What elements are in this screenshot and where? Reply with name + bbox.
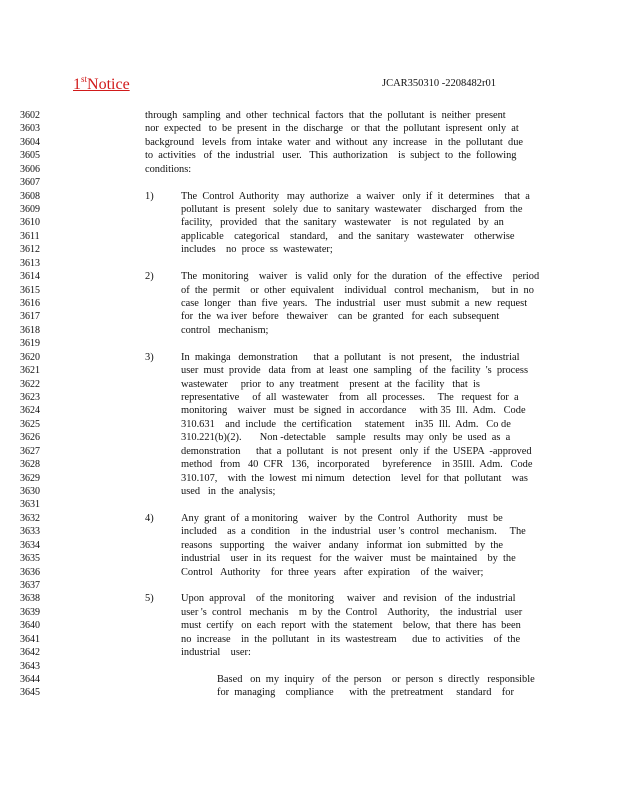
line-text: included as a condition in the industrial user 's control mechanism. The: [181, 526, 526, 538]
line-text: 310.107, with the lowest mi nimum detection level for that pollutant was: [181, 472, 528, 484]
document-line: [0, 191, 618, 203]
line-number: 3640: [20, 620, 40, 632]
line-number: 3609: [20, 204, 40, 215]
document-line: [0, 379, 618, 391]
document-line: [0, 432, 618, 444]
document-line: [0, 217, 618, 229]
document-line: [0, 164, 618, 176]
line-text: method from 40 CFR 136, incorporated byreference in 35Ill. Adm. Code: [181, 459, 533, 471]
line-number: 3637: [20, 580, 40, 592]
document-line: [0, 647, 618, 659]
line-number: 3620: [20, 351, 40, 363]
line-text: Any grant of a monitoring waiver by the Control Authority must be: [181, 512, 503, 524]
list-marker: 2): [145, 271, 154, 283]
notice-number: 1: [73, 76, 81, 93]
line-text: conditions:: [145, 163, 192, 175]
document-id: JCAR350310 -2208482r01: [382, 78, 497, 89]
line-number: 3621: [20, 365, 40, 377]
notice-word: Notice: [87, 76, 130, 93]
line-text: Upon approval of the monitoring waiver and revision of the industrial: [181, 593, 516, 605]
document-line: [0, 446, 618, 458]
line-number: 3636: [20, 566, 40, 578]
line-number: 3607: [20, 177, 40, 189]
line-text: nor expected to be present in the discharge or that the pollutant ispresent only at: [145, 123, 519, 135]
line-number: 3638: [20, 593, 40, 605]
document-line: [0, 473, 618, 485]
document-line: [0, 486, 618, 498]
line-number: 3605: [20, 150, 40, 162]
line-text: 310.221(b)(2). Non -detectable sample results may only be used as a: [181, 432, 511, 444]
line-number: 3622: [20, 378, 40, 390]
line-number: 3643: [20, 660, 40, 672]
notice-superscript: st: [81, 74, 88, 84]
document-line: [0, 311, 618, 323]
line-number: 3612: [20, 244, 40, 256]
line-number: 3631: [20, 499, 40, 511]
line-text: facility, provided that the sanitary wastewater is not regulated by an: [181, 217, 504, 229]
document-line: [0, 123, 618, 135]
document-line: [0, 526, 618, 538]
line-number: 3616: [20, 298, 40, 310]
line-text: monitoring waiver must be signed in accordance with 35 Ill. Adm. Code: [181, 405, 526, 417]
line-number: 3606: [20, 163, 40, 175]
line-number: 3625: [20, 418, 40, 430]
line-number: 3639: [20, 606, 40, 618]
document-line: [0, 405, 618, 417]
line-number: 3628: [20, 459, 40, 471]
document-line: [0, 540, 618, 552]
line-text: applicable categorical standard, and the sanitary wastewater otherwise: [181, 230, 515, 242]
line-text: to activities of the industrial user. This authorization is subject to the following: [145, 150, 517, 162]
line-number: 3641: [20, 633, 40, 645]
list-marker: 1): [145, 190, 154, 202]
document-line: [0, 661, 618, 673]
document-line: [0, 674, 618, 686]
line-number: 3627: [20, 445, 40, 457]
line-text: Control Authority for three years after expiration of the waiver;: [181, 566, 484, 578]
document-line: [0, 365, 618, 377]
line-number: 3630: [20, 486, 40, 498]
document-line: [0, 204, 618, 216]
document-line: [0, 459, 618, 471]
line-text: user 's control mechanis m by the Control Authority, the industrial user: [181, 606, 523, 618]
line-number: 3610: [20, 217, 40, 229]
line-text: industrial user in its request for the waiver must be maintained by the: [181, 553, 516, 565]
document-line: [0, 271, 618, 283]
line-number: 3632: [20, 512, 40, 524]
line-text: industrial user:: [181, 647, 251, 659]
line-text: wastewater prior to any treatment present at the facility that is: [181, 378, 480, 390]
line-text: must certify on each report with the statement below, that there has been: [181, 620, 521, 632]
line-text: Based on my inquiry of the person or person s directly responsible: [217, 674, 535, 686]
line-text: representative of all wastewater from all processes. The request for a: [181, 392, 519, 404]
line-number: 3602: [20, 110, 40, 121]
line-text: used in the analysis;: [181, 486, 276, 498]
line-number: 3644: [20, 674, 40, 686]
line-text: background levels from intake water and without any increase in the pollutant due: [145, 136, 523, 148]
line-number: 3626: [20, 432, 40, 444]
document-line: [0, 352, 618, 364]
document-line: [0, 593, 618, 605]
line-number: 3619: [20, 338, 40, 350]
line-text: user must provide data from at least one sampling of the facility 's process: [181, 365, 528, 377]
line-text: includes no proce ss wastewater;: [181, 244, 333, 256]
document-line: [0, 177, 618, 189]
document-line: [0, 392, 618, 404]
document-line: [0, 258, 618, 270]
notice-label: [73, 74, 130, 94]
line-number: 3633: [20, 526, 40, 538]
line-number: 3617: [20, 311, 40, 323]
line-text: demonstration that a pollutant is not present only if the USEPA -approved: [181, 445, 532, 457]
line-number: 3623: [20, 392, 40, 404]
document-line: [0, 244, 618, 256]
line-text: case longer than five years. The industrial user must submit a new request: [181, 298, 528, 310]
document-line: [0, 687, 618, 699]
document-line: [0, 634, 618, 646]
line-text: through sampling and other technical factors that the pollutant is neither present: [145, 110, 506, 121]
list-marker: 4): [145, 512, 154, 524]
line-text: for the wa iver before thewaiver can be granted for each subsequent: [181, 311, 500, 323]
line-number: 3603: [20, 123, 40, 135]
document-line: [0, 298, 618, 310]
line-text: 310.631 and include the certification statement in35 Ill. Adm. Co de: [181, 418, 511, 430]
document-line: [0, 338, 618, 350]
line-text: In makinga demonstration that a pollutant is not present, the industrial: [181, 351, 520, 363]
line-number: 3613: [20, 257, 40, 269]
document-line: [0, 110, 618, 122]
list-marker: 3): [145, 351, 154, 363]
document-line: [0, 285, 618, 297]
document-line: [0, 580, 618, 592]
document-line: [0, 325, 618, 337]
document-line: [0, 150, 618, 162]
line-text: of the permit or other equivalent individual control mechanism, but in no: [181, 284, 534, 296]
line-number: 3608: [20, 190, 40, 202]
line-number: 3634: [20, 539, 40, 551]
line-text: control mechanism;: [181, 324, 269, 336]
document-line: [0, 231, 618, 243]
line-number: 3618: [20, 324, 40, 336]
line-text: pollutant is present solely due to sanitary wastewater discharged from the: [181, 204, 523, 215]
document-line: [0, 553, 618, 565]
line-text: for managing compliance with the pretreatment standard for: [217, 687, 514, 699]
line-number: 3645: [20, 687, 40, 699]
list-marker: 5): [145, 593, 154, 605]
line-number: 3614: [20, 271, 40, 283]
document-line: [0, 137, 618, 149]
line-number: 3604: [20, 136, 40, 148]
line-text: no increase in the pollutant in its wastestream due to activities of the: [181, 633, 521, 645]
document-line: [0, 567, 618, 579]
document-line: [0, 513, 618, 525]
line-number: 3629: [20, 472, 40, 484]
line-text: The monitoring waiver is valid only for the duration of the effective period: [181, 271, 540, 283]
line-number: 3635: [20, 553, 40, 565]
line-number: 3624: [20, 405, 40, 417]
document-line: [0, 419, 618, 431]
line-number: 3615: [20, 284, 40, 296]
line-number: 3642: [20, 647, 40, 659]
document-line: [0, 499, 618, 511]
document-line: [0, 620, 618, 632]
line-text: The Control Authority may authorize a waiver only if it determines that a: [181, 190, 530, 202]
line-number: 3611: [20, 230, 40, 242]
line-text: reasons supporting the waiver andany informat ion submitted by the: [181, 539, 504, 551]
document-line: [0, 607, 618, 619]
